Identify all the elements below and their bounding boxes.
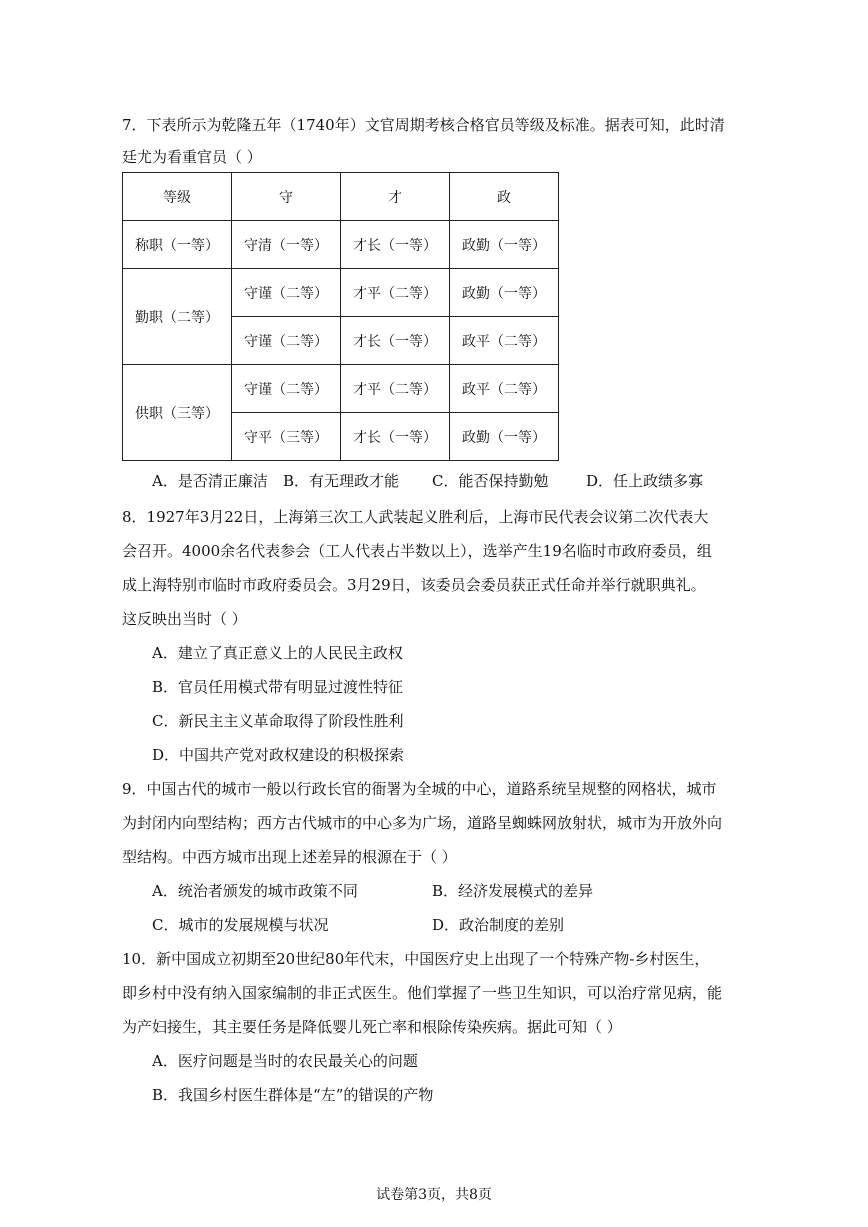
q10-stem-line2: 即乡村中没有纳入国家编制的非正式医生。他们掌握了一些卫生知识，可以治疗常见病，能 (122, 984, 723, 1002)
q9-stem-line1: 9．中国古代的城市一般以行政长官的衙署为全城的中心，道路系统呈规整的网格状，城市 (122, 780, 717, 798)
table-header-cell: 才 (341, 173, 450, 221)
table-row (123, 365, 559, 413)
q10-option-a[interactable]: A．医疗问题是当时的农民最关心的问题 (152, 1052, 418, 1070)
table-cell: 才长（一等） (341, 221, 450, 269)
table-cell: 才长（一等） (341, 317, 450, 365)
table-row (123, 269, 559, 317)
q7-option-c[interactable]: C．能否保持勤勉 (432, 472, 549, 490)
q9-option-a[interactable]: A．统治者颁发的城市政策不同 (152, 882, 358, 900)
q9-stem-line3: 型结构。中西方城市出现上述差异的根源在于（ ） (122, 848, 457, 866)
table-cell: 守平（三等） (232, 413, 341, 461)
q9-stem-line2: 为封闭内向型结构；西方古代城市的中心多为广场，道路呈蜘蛛网放射状，城市为开放外向 (122, 814, 723, 832)
table-header-cell: 等级 (123, 173, 232, 221)
q8-option-b[interactable]: B．官员任用模式带有明显过渡性特征 (152, 678, 404, 696)
q10-stem-line1: 10．新中国成立初期至20世纪80年代末，中国医疗史上出现了一个特殊产物-乡村医生， (122, 950, 710, 968)
q10-option-b[interactable]: B．我国乡村医生群体是“左”的错误的产物 (152, 1086, 434, 1104)
table-cell: 守谨（二等） (232, 317, 341, 365)
table-header-cell: 政 (450, 173, 559, 221)
table-grade-cell: 供职（三等） (123, 365, 232, 461)
table-cell: 政勤（一等） (450, 221, 559, 269)
table-grade-cell: 称职（一等） (123, 221, 232, 269)
table-cell: 才长（一等） (341, 413, 450, 461)
table-row (123, 221, 559, 269)
q8-option-a[interactable]: A．建立了真正意义上的人民民主政权 (152, 644, 403, 662)
q8-stem-line3: 成上海特别市临时市政府委员会。3月29日，该委员会委员获正式任命并举行就职典礼。 (122, 576, 706, 594)
q9-option-b[interactable]: B．经济发展模式的差异 (432, 882, 594, 900)
q9-option-c[interactable]: C．城市的发展规模与状况 (152, 916, 329, 934)
table-cell: 政平（二等） (450, 365, 559, 413)
q8-stem-line1: 8．1927年3月22日，上海第三次工人武装起义胜利后，上海市民代表会议第二次代表大 (122, 508, 709, 526)
table-cell: 守清（一等） (232, 221, 341, 269)
table-cell: 政平（二等） (450, 317, 559, 365)
q8-stem-line4: 这反映出当时（ ） (122, 610, 247, 628)
table-header-cell: 守 (232, 173, 341, 221)
table-cell: 守谨（二等） (232, 269, 341, 317)
table-cell: 才平（二等） (341, 269, 450, 317)
q8-option-c[interactable]: C．新民主主义革命取得了阶段性胜利 (152, 712, 404, 730)
q8-stem-line2: 会召开。4000余名代表参会（工人代表占半数以上），选举产生19名临时市政府委员，组 (122, 542, 712, 560)
q8-option-d[interactable]: D．中国共产党对政权建设的积极探索 (152, 746, 405, 764)
table-cell: 政勤（一等） (450, 413, 559, 461)
page-footer: 试卷第3页，共8页 (376, 1187, 492, 1203)
table-header-row (123, 173, 559, 221)
q7-stem-line1: 7．下表所示为乾隆五年（1740年）文官周期考核合格官员等级及标准。据表可知，此时清 (122, 116, 725, 134)
table-cell: 政勤（一等） (450, 269, 559, 317)
q9-option-d[interactable]: D．政治制度的差别 (432, 916, 565, 934)
table-grade-cell: 勤职（二等） (123, 269, 232, 365)
q7-stem-line2: 廷尤为看重官员（ ） (122, 148, 262, 166)
q7-option-b[interactable]: B．有无理政才能 (283, 472, 400, 490)
table-cell: 守谨（二等） (232, 365, 341, 413)
grade-table (122, 172, 559, 461)
q7-option-a[interactable]: A．是否清正廉洁 (152, 472, 268, 490)
q7-option-d[interactable]: D．任上政绩多寡 (586, 472, 704, 490)
q10-stem-line3: 为产妇接生，其主要任务是降低婴儿死亡率和根除传染疾病。据此可知（ ） (122, 1018, 622, 1036)
table-cell: 才平（二等） (341, 365, 450, 413)
